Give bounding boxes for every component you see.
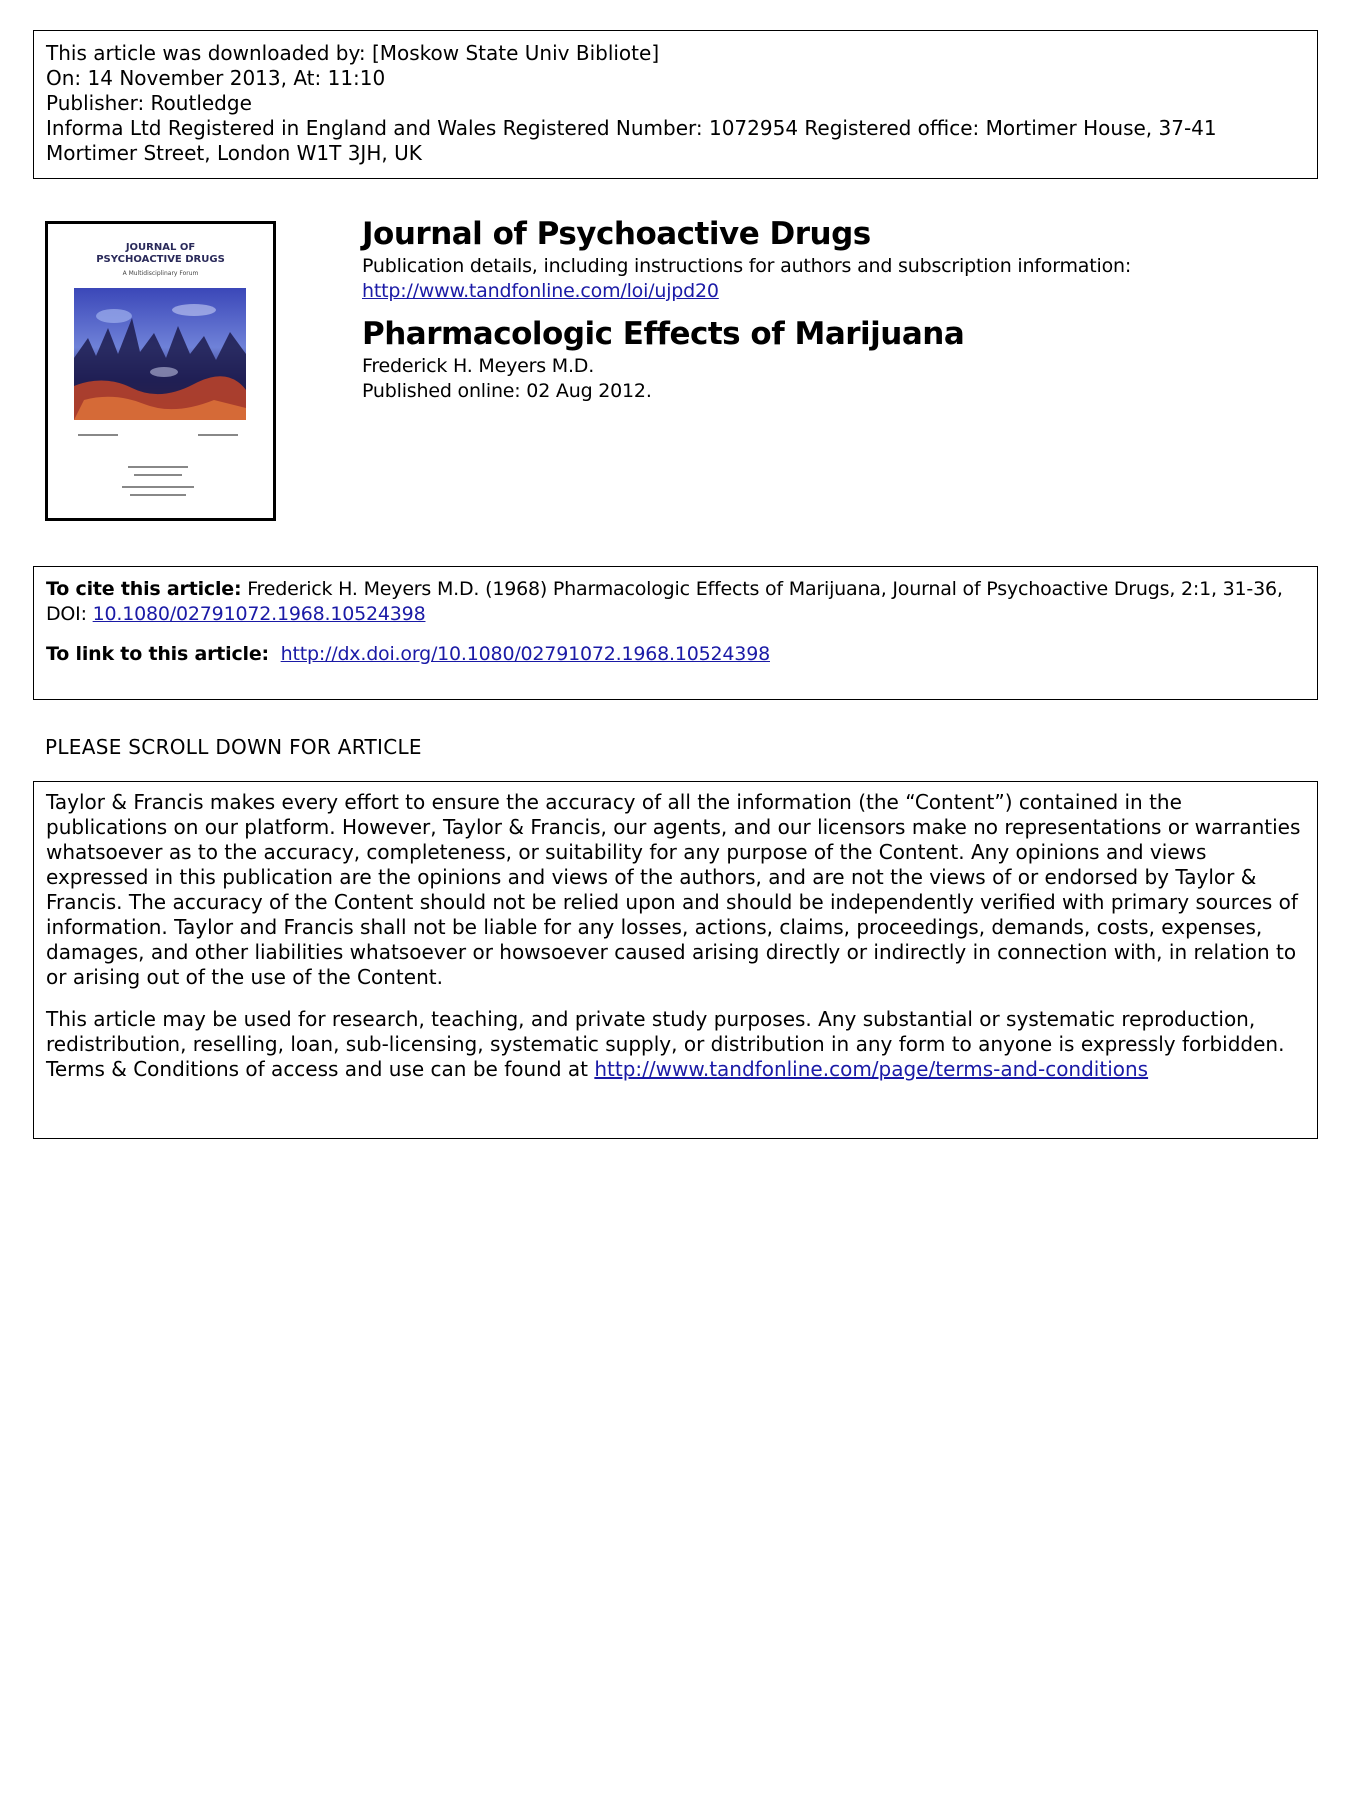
article-link[interactable]: http://dx.doi.org/10.1080/02791072.1968.10524398 [280,643,770,665]
doi-line [46,602,1305,627]
cover-subtitle: A Multidisciplinary Forum [122,270,199,277]
publication-details: Publication details, including instructions for authors and subscription information: [362,255,1132,277]
published-date: Published online: 02 Aug 2012. [362,380,652,402]
usage-paragraph [46,1007,1305,1082]
doi-label: DOI: [46,603,87,625]
cover-text-line [122,486,194,488]
cover-text-line [134,474,182,476]
download-line: Publisher: Routledge [46,91,252,115]
cover-text-line [130,494,186,496]
terms-box [33,781,1318,1139]
cite-line [46,577,1305,602]
cover-artwork [74,288,246,420]
citation-box [33,566,1318,700]
disclaimer-paragraph: Taylor & Francis makes every effort to ensure the accuracy of all the information (the “Content”) contained in the publications on our platform. However, Taylor & Francis, our agents, and our licensors make no representations or warranties whatsoever as to the accuracy, completeness, or suitability for any purpose of the Content. Any opinions and views expressed in this publication are the opinions and views of the authors, and are not the views of or endorsed by Taylor & Francis. The accuracy of the Content should not be relied upon and should be independently verified with primary sources of information. Taylor and Francis shall not be liable for any losses, actions, claims, proceedings, demands, costs, expenses, damages, and other liabilities whatsoever or howsoever caused arising directly or indirectly in connection with, in relation to or arising out of the use of the Content. [46,790,1301,989]
download-line: On: 14 November 2013, At: 11:10 [46,66,386,90]
article-author: Frederick H. Meyers M.D. [362,355,595,377]
link-label: To link to this article: [46,643,269,665]
cover-text-line [128,466,188,468]
cover-title: JOURNAL OF PSYCHOACTIVE DRUGS [96,242,225,265]
download-line: This article was downloaded by: [Moskow State Univ Bibliote] [46,41,660,65]
scroll-notice: PLEASE SCROLL DOWN FOR ARTICLE [45,735,422,759]
download-info-box [33,30,1318,179]
download-line: Informa Ltd Registered in England and Wales Registered Number: 1072954 Registered office: Mortimer House, 37-41 [46,116,1217,140]
journal-url-link[interactable]: http://www.tandfonline.com/loi/ujpd20 [362,280,719,302]
journal-cover-image [45,221,276,521]
doi-link[interactable]: 10.1080/02791072.1968.10524398 [92,603,426,625]
journal-title: Journal of Psychoactive Drugs [362,216,871,252]
terms-link[interactable]: http://www.tandfonline.com/page/terms-and-conditions [594,1057,1149,1081]
cover-text-line [78,434,118,436]
article-title: Pharmacologic Effects of Marijuana [362,316,965,352]
cite-text: Frederick H. Meyers M.D. (1968) Pharmacologic Effects of Marijuana, Journal of Psychoactive Drugs, 2:1, 31-36, [247,578,1283,600]
cover-text-line [198,434,238,436]
journal-info [362,214,1302,404]
usage-text: This article may be used for research, teaching, and private study purposes. Any substantial or systematic reproduction, redistribution, reselling, loan, sub-licensing, systematic supply, or distribution in any form to anyone is expressly forbidden. Terms & Conditions of access and use can be found at [46,1007,1285,1081]
link-line [46,642,1305,667]
cite-label: To cite this article: [46,578,242,600]
download-line: Mortimer Street, London W1T 3JH, UK [46,141,422,165]
